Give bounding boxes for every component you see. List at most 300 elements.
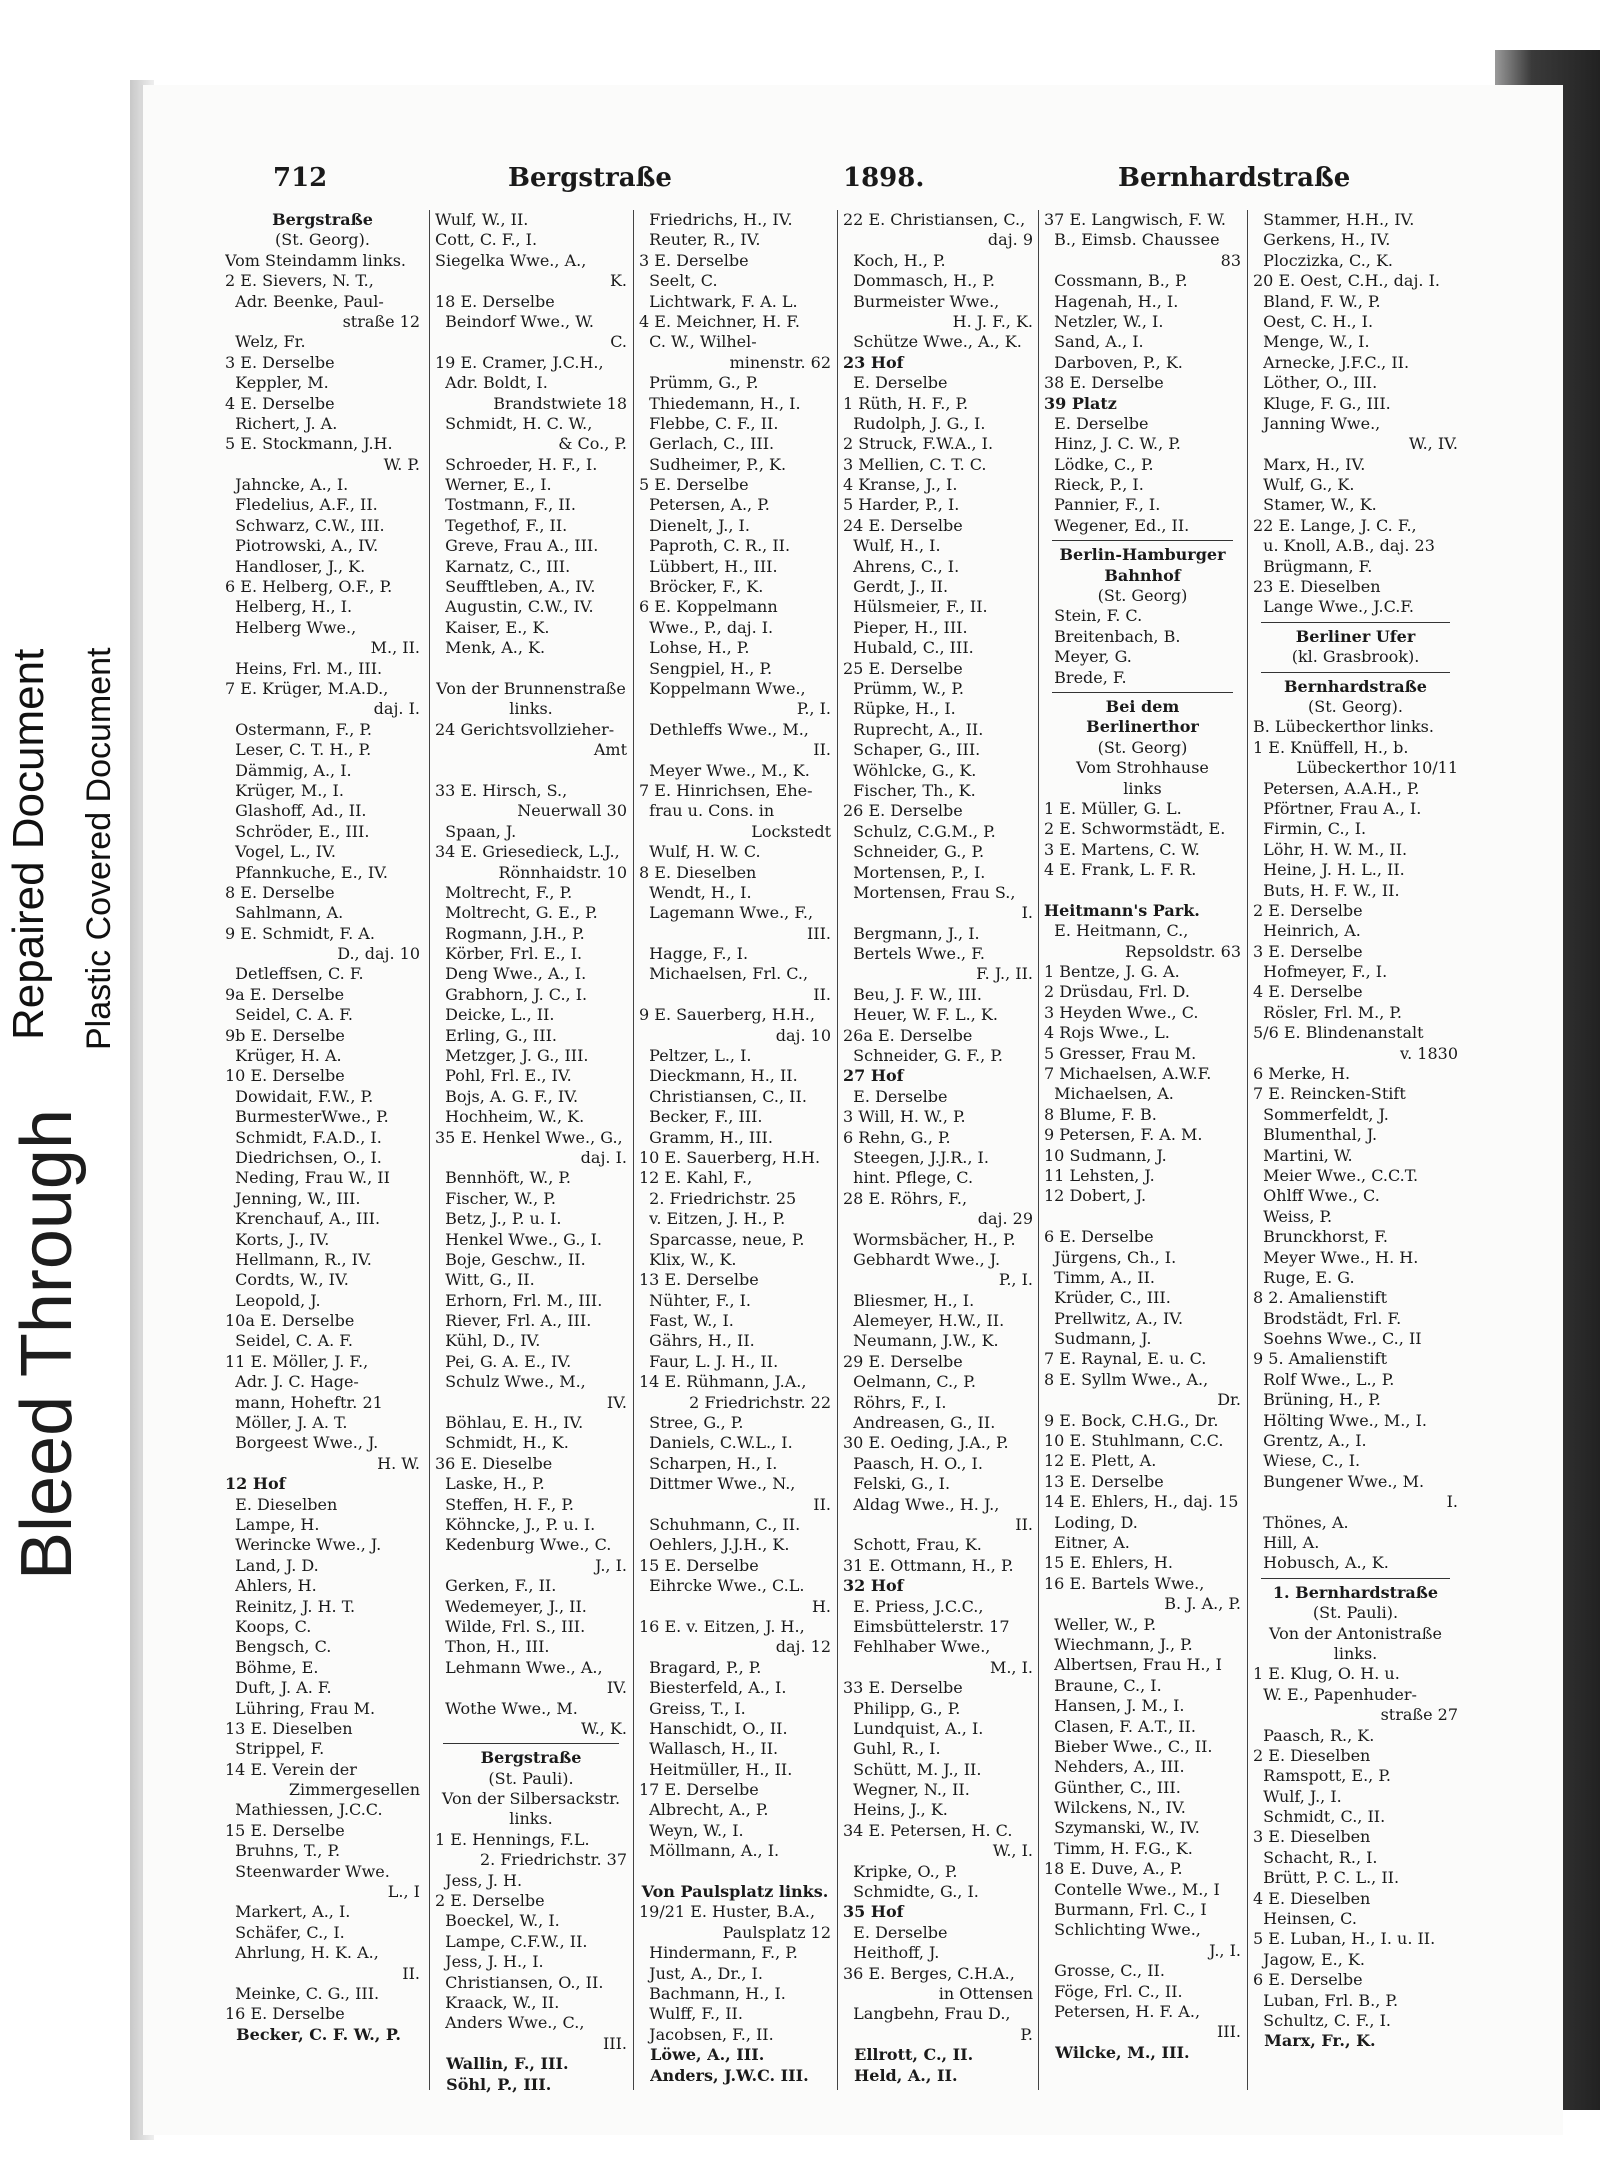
directory-entry: Koppelmann Wwe., <box>639 678 806 698</box>
directory-entry: 9 E. Schmidt, F. A. <box>225 923 375 943</box>
repaired-document-label: Repaired Document <box>4 648 53 1040</box>
directory-entry: 5 E. Derselbe <box>639 475 749 495</box>
directory-entry: E. Derselbe <box>1044 413 1149 433</box>
directory-entry: Just, A., Dr., I. <box>639 1963 763 1983</box>
directory-entry: 7 E. Hinrichsen, Ehe- <box>639 780 813 800</box>
directory-entry: Wwe., P., daj. I. <box>639 617 774 637</box>
directory-entry: Scharpen, H., I. <box>639 1453 778 1473</box>
directory-entry: Hülsmeier, F., II. <box>843 597 988 617</box>
directory-entry: Leser, C. T. H., P. <box>225 740 372 760</box>
directory-entry: Jagow, E., K. <box>1253 1949 1365 1969</box>
directory-entry: links. <box>509 699 553 719</box>
directory-entry: Cossmann, B., P. <box>1044 271 1188 291</box>
directory-entry: Oelmann, C., P. <box>843 1372 976 1392</box>
directory-entry: Rogmann, J.H., P. <box>435 923 585 943</box>
column-rule <box>1038 210 1039 2090</box>
directory-entry: H. <box>781 1596 831 1616</box>
directory-entry: Schroeder, H. F., I. <box>435 454 598 474</box>
column-5 <box>1044 210 1241 2115</box>
directory-entry: Held, A., II. <box>843 2065 958 2085</box>
directory-entry: Michaelsen, Frl. C., <box>639 964 809 984</box>
directory-entry: Krenchauf, A., III. <box>225 1209 381 1229</box>
directory-entry: Pieper, H., III. <box>843 617 968 637</box>
directory-entry: Klix, W., K. <box>639 1249 737 1269</box>
directory-entry: Fischer, Th., K. <box>843 780 976 800</box>
directory-entry: Werincke Wwe., J. <box>225 1535 382 1555</box>
directory-entry: Weiss, P. <box>1253 1206 1333 1226</box>
directory-entry: Wallasch, H., II. <box>639 1739 779 1759</box>
directory-entry: Steffen, H. F., P. <box>435 1494 574 1514</box>
directory-entry: I. <box>1416 1492 1458 1512</box>
directory-entry: Eihrcke Wwe., C.L. <box>639 1576 805 1596</box>
directory-entry: Karnatz, C., III. <box>435 556 571 576</box>
directory-entry: 15 E. Derselbe <box>639 1555 759 1575</box>
directory-entry: 8 E. Derselbe <box>225 882 335 902</box>
directory-entry: Breitenbach, B. <box>1044 626 1181 646</box>
directory-entry: Fehlhaber Wwe., <box>843 1637 991 1657</box>
directory-entry: Petersen, A.A.H., P. <box>1253 778 1420 798</box>
directory-entry: Helberg Wwe., <box>225 617 357 637</box>
directory-entry: Netzler, W., I. <box>1044 311 1164 331</box>
directory-entry: Sahlmann, A. <box>225 903 344 923</box>
directory-entry: Paasch, H. O., I. <box>843 1453 983 1473</box>
directory-entry: Paasch, R., K. <box>1253 1725 1375 1745</box>
directory-entry: Fischer, W., P. <box>435 1188 556 1208</box>
column-1 <box>225 210 420 2115</box>
directory-entry: Hill, A. <box>1253 1533 1320 1552</box>
directory-entry: Wegner, N., II. <box>843 1780 970 1800</box>
directory-entry: Biesterfeld, A., I. <box>639 1678 787 1698</box>
directory-entry: 12 E. Plett, A. <box>1044 1451 1157 1471</box>
directory-entry: P. <box>989 2024 1033 2044</box>
directory-entry: Diedrichsen, O., I. <box>225 1147 382 1167</box>
directory-entry: Neding, Frau W., II <box>225 1168 390 1188</box>
directory-entry <box>435 761 627 781</box>
section-divider <box>1052 540 1233 541</box>
directory-entry: 22 E. Christiansen, C., <box>843 210 1026 229</box>
directory-entry: straße 12 <box>312 311 420 331</box>
street-heading: Berlin-Hamburger <box>1059 545 1226 565</box>
directory-entry: Schmidt, C., II. <box>1253 1807 1386 1827</box>
directory-entry: Petersen, A., P. <box>639 495 770 515</box>
directory-entry: 2 E. Sievers, N. T., <box>225 271 374 291</box>
directory-entry: Ramspott, E., P. <box>1253 1766 1391 1786</box>
directory-entry <box>1044 1207 1241 1227</box>
directory-entry: 1 E. Müller, G. L. <box>1044 798 1182 818</box>
directory-entry: Kühl, D., IV. <box>435 1331 541 1351</box>
street-heading: Berliner Ufer <box>1295 626 1416 646</box>
directory-entry: Anders Wwe., C., <box>435 2013 585 2033</box>
directory-entry: Boje, Geschw., II. <box>435 1249 586 1269</box>
directory-entry: Janning Wwe., <box>1253 413 1381 433</box>
directory-entry: Sudheimer, P., K. <box>639 454 787 474</box>
directory-entry: BurmesterWwe., P. <box>225 1107 389 1127</box>
directory-entry: Neumann, J.W., K. <box>843 1331 999 1351</box>
directory-entry: B. Lübeckerthor links. <box>1253 717 1434 737</box>
directory-entry: Mortensen, P., I. <box>843 862 986 882</box>
directory-entry: 3 Will, H. W., P. <box>843 1107 966 1127</box>
directory-entry: W., I. <box>962 1841 1033 1861</box>
directory-entry: IV. <box>576 1392 627 1412</box>
directory-entry: Koops, C. <box>225 1616 312 1636</box>
section-divider <box>1261 1578 1450 1579</box>
directory-entry: Beu, J. F. W., III. <box>843 984 982 1004</box>
directory-entry: Timm, H. F.G., K. <box>1044 1838 1193 1858</box>
directory-entry: 16 E. Bartels Wwe., <box>1044 1573 1205 1593</box>
directory-entry: 25 E. Derselbe <box>843 658 963 678</box>
directory-entry: Kaiser, E., K. <box>435 617 550 637</box>
directory-entry: 34 E. Petersen, H. C. <box>843 1820 1013 1840</box>
street-heading: Bahnhof <box>1104 565 1181 585</box>
directory-entry: Szymanski, W., IV. <box>1044 1818 1200 1838</box>
directory-entry: 30 E. Oeding, J.A., P. <box>843 1433 1009 1453</box>
directory-entry: 16 E. v. Eitzen, J. H., <box>639 1616 805 1636</box>
directory-entry: Pohl, Frl. E., IV. <box>435 1066 572 1086</box>
directory-entry: Marx, Fr., K. <box>1253 2031 1376 2051</box>
directory-entry: Krüger, H. A. <box>225 1046 342 1066</box>
directory-entry: Wendt, H., I. <box>639 882 752 902</box>
directory-entry: 26 E. Derselbe <box>843 801 963 821</box>
directory-entry: 10 E. Stuhlmann, C.C. <box>1044 1431 1224 1451</box>
directory-entry: E. Priess, J.C.C., <box>843 1596 984 1616</box>
directory-entry: 4 E. Derselbe <box>225 393 335 413</box>
directory-entry: Ahrens, C., I. <box>843 556 960 576</box>
directory-entry: Kripke, O., P. <box>843 1861 958 1881</box>
directory-entry: III. <box>776 923 831 943</box>
column-4 <box>843 210 1033 2115</box>
directory-entry: Guhl, R., I. <box>843 1739 941 1759</box>
directory-entry: frau u. Cons. in <box>639 801 775 821</box>
directory-entry: daj. I. <box>343 699 420 719</box>
directory-entry: Moltrecht, F., P. <box>435 882 573 902</box>
directory-entry: 35 Hof <box>843 1902 904 1922</box>
directory-entry: Nühter, F., I. <box>639 1290 752 1310</box>
directory-entry: 5 E. Luban, H., I. u. II. <box>1253 1929 1436 1949</box>
directory-entry: Lübeckerthor 10/11 <box>1265 758 1458 778</box>
directory-entry: Von der Antonistraße <box>1269 1623 1442 1643</box>
directory-entry: Brunckhorst, F. <box>1253 1227 1388 1247</box>
directory-entry: minenstr. 62 <box>699 352 831 372</box>
directory-entry: Burmeister Wwe., <box>843 291 1000 311</box>
directory-entry: Gährs, H., II. <box>639 1331 755 1351</box>
directory-entry: 2 E. Derselbe <box>1253 900 1363 920</box>
directory-entry: Detleffsen, C. F. <box>225 964 364 984</box>
directory-entry: Dr. <box>1186 1390 1241 1410</box>
directory-entry: Wilde, Frl. S., III. <box>435 1616 586 1636</box>
directory-entry: Riever, Frl. A., III. <box>435 1311 592 1331</box>
directory-entry: Jess, J. H. <box>435 1870 523 1890</box>
directory-entry: M., II. <box>340 638 420 658</box>
directory-entry: P., I. <box>968 1270 1033 1290</box>
directory-entry: C. W., Wilhel- <box>639 332 757 352</box>
directory-entry: 26a E. Derselbe <box>843 1025 973 1045</box>
directory-entry: Burmann, Frl. C., I <box>1044 1900 1207 1920</box>
directory-entry: Ostermann, F., P. <box>225 719 373 739</box>
directory-entry: 2 Friedrichstr. 22 <box>658 1392 831 1412</box>
directory-entry: Brede, F. <box>1044 667 1127 687</box>
directory-entry: Lundquist, A., I. <box>843 1718 984 1738</box>
directory-entry: 9 Petersen, F. A. M. <box>1044 1125 1203 1145</box>
directory-entry: Rönnhaidstr. 10 <box>467 862 627 882</box>
directory-entry: Schneider, G., P. <box>843 842 985 862</box>
directory-entry: 36 E. Dieselbe <box>435 1453 553 1473</box>
directory-entry: 20 E. Oest, C.H., daj. I. <box>1253 271 1440 291</box>
directory-entry: Möllmann, A., I. <box>639 1841 780 1861</box>
directory-entry: Christiansen, C., II. <box>639 1086 807 1106</box>
directory-entry: Heins, Frl. M., III. <box>225 658 383 678</box>
directory-entry: Schneider, G. F., P. <box>843 1046 1003 1066</box>
annotation-sidebar <box>0 250 140 1980</box>
directory-entry: Laske, H., P. <box>435 1474 545 1494</box>
directory-entry: Rolf Wwe., L., P. <box>1253 1369 1395 1389</box>
directory-entry: 3 Mellien, C. T. C. <box>843 454 987 474</box>
directory-entry: 8 E. Dieselben <box>639 862 757 882</box>
directory-entry: Böhme, E. <box>225 1657 319 1677</box>
directory-entry: Tegethof, F., II. <box>435 515 568 535</box>
directory-entry: 6 E. Derselbe <box>1044 1227 1154 1247</box>
directory-entry: 39 Platz <box>1044 393 1117 413</box>
directory-entry: 3 E. Dieselben <box>1253 1827 1371 1847</box>
directory-entry: Thiedemann, H., I. <box>639 393 801 413</box>
directory-entry: Brüning, H., P. <box>1253 1390 1381 1410</box>
directory-entry: 22 E. Lange, J. C. F., <box>1253 515 1417 535</box>
directory-entry: 12 Dobert, J. <box>1044 1186 1147 1206</box>
directory-entry: 9a E. Derselbe <box>225 984 345 1004</box>
directory-entry: Loding, D. <box>1044 1512 1138 1532</box>
directory-entry: 10 Sudmann, J. <box>1044 1145 1167 1165</box>
directory-entry: Greiss, T., I. <box>639 1698 746 1718</box>
directory-entry: (St. Pauli). <box>1312 1603 1399 1623</box>
directory-entry: Wulf, H., I. <box>843 536 941 556</box>
directory-entry: I. <box>991 903 1033 923</box>
directory-entry: Grentz, A., I. <box>1253 1431 1367 1451</box>
directory-entry: Von der Silbersackstr. <box>441 1789 621 1809</box>
directory-entry: Borgeest Wwe., J. <box>225 1433 379 1453</box>
directory-entry: Wilckens, N., IV. <box>1044 1798 1186 1818</box>
directory-entry: Hagge, F., I. <box>639 944 749 964</box>
directory-entry: Korts, J., IV. <box>225 1229 330 1249</box>
directory-entry: 1 Rüth, H. F., P. <box>843 393 969 413</box>
directory-entry: Helberg, H., I. <box>225 597 353 617</box>
directory-entry: Prümm, G., P. <box>639 373 759 393</box>
directory-entry: Bland, F. W., P. <box>1253 291 1381 311</box>
directory-entry: Löhr, H. W. M., II. <box>1253 839 1408 859</box>
directory-entry: in Ottensen <box>908 1983 1033 2003</box>
directory-entry: Sudmann, J. <box>1044 1329 1152 1349</box>
directory-entry: Land, J. D. <box>225 1555 319 1575</box>
directory-entry: Bertels Wwe., F. <box>843 944 985 964</box>
directory-entry: 4 E. Dieselben <box>1253 1888 1371 1908</box>
directory-entry: Schmidt, H. C. W., <box>435 413 593 433</box>
directory-entry: 16 E. Derselbe <box>225 2004 345 2024</box>
directory-entry: 15 E. Derselbe <box>225 1820 345 1840</box>
directory-entry: Hagenah, H., I. <box>1044 291 1179 311</box>
directory-entry: Söhl, P., III. <box>435 2074 552 2094</box>
directory-entry: Koch, H., P. <box>843 250 946 270</box>
directory-entry: Meyer, G. <box>1044 647 1132 667</box>
directory-entry: Albrecht, A., P. <box>639 1800 769 1820</box>
directory-entry: Firmin, C., I. <box>1253 819 1367 839</box>
directory-entry: (St. Georg) <box>1097 737 1188 757</box>
directory-entry: Günther, C., III. <box>1044 1777 1181 1797</box>
directory-entry: 3 E. Derselbe <box>225 352 335 372</box>
directory-entry: Sengpiel, H., P. <box>639 658 773 678</box>
directory-entry: Lübbert, H., III. <box>639 556 778 576</box>
directory-entry: Ellrott, C., II. <box>843 2045 974 2065</box>
directory-entry: Wulff, F., II. <box>639 2004 743 2024</box>
directory-entry: 3 E. Derselbe <box>639 250 749 270</box>
directory-entry: Schacht, R., I. <box>1253 1847 1378 1867</box>
directory-entry: 2 Struck, F.W.A., I. <box>843 434 994 454</box>
directory-entry: Timm, A., II. <box>1044 1267 1156 1287</box>
directory-entry: Schmidt, H., K. <box>435 1433 569 1453</box>
directory-entry: Schäfer, C., I. <box>225 1922 345 1942</box>
directory-entry: Betz, J., P. u. I. <box>435 1209 562 1229</box>
directory-entry: Langbehn, Frau D., <box>843 2004 1011 2024</box>
column-6 <box>1253 210 1458 2115</box>
directory-entry: 8 2. Amalienstift <box>1253 1288 1387 1308</box>
directory-entry: 2 E. Derselbe <box>435 1891 545 1911</box>
directory-entry: W., IV. <box>1378 434 1458 454</box>
left-running-head: Bergstraße <box>508 163 672 193</box>
directory-entry: 3 E. Martens, C. W. <box>1044 839 1200 859</box>
directory-entry: 2 E. Schwormstädt, E. <box>1044 819 1226 839</box>
directory-entry: Glashoff, Ad., II. <box>225 801 367 821</box>
directory-entry: Stammer, H.H., IV. <box>1253 210 1415 229</box>
directory-entry: Pförtner, Frau A., I. <box>1253 798 1422 818</box>
directory-entry: Meier Wwe., C.C.T. <box>1253 1165 1419 1185</box>
directory-entry: 18 E. Derselbe <box>435 291 555 311</box>
directory-entry: 9 E. Sauerberg, H.H., <box>639 1005 815 1025</box>
directory-entry: 33 E. Derselbe <box>843 1678 963 1698</box>
directory-entry: 1 E. Klug, O. H. u. <box>1253 1664 1400 1684</box>
directory-entry: J., I. <box>1178 1940 1241 1960</box>
page-header <box>143 163 1563 213</box>
page-number: 712 <box>273 163 328 193</box>
directory-entry: Schwarz, C.W., III. <box>225 515 385 535</box>
directory-entry: Schmidt, F.A.D., I. <box>225 1127 382 1147</box>
directory-entry: 2 E. Dieselben <box>1253 1745 1371 1765</box>
directory-entry: 13 E. Dieselben <box>225 1718 353 1738</box>
directory-entry: Wulf, G., K. <box>1253 475 1355 495</box>
directory-entry: v. Eitzen, J. H., P. <box>639 1209 786 1229</box>
directory-entry: B., Eimsb. Chaussee <box>1044 230 1220 250</box>
directory-entry: 37 E. Langwisch, F. W. <box>1044 210 1226 229</box>
directory-entry: 14 E. Rühmann, J.A., <box>639 1372 807 1392</box>
directory-entry: Schlichting Wwe., <box>1044 1920 1201 1940</box>
directory-entry: Böhlau, E. H., IV. <box>435 1413 584 1433</box>
directory-entry: 5 Gresser, Frau M. <box>1044 1043 1197 1063</box>
directory-entry: E. Derselbe <box>843 1086 948 1106</box>
directory-entry: Friedrichs, H., IV. <box>639 210 793 229</box>
directory-entry: 12 E. Kahl, F., <box>639 1168 753 1188</box>
directory-entry: straße 27 <box>1350 1705 1458 1725</box>
directory-entry: (St. Georg) <box>1097 586 1188 606</box>
directory-entry: Meyer Wwe., M., K. <box>639 760 810 780</box>
directory-entry: Braune, C., I. <box>1044 1675 1162 1695</box>
directory-entry: 24 E. Derselbe <box>843 515 963 535</box>
column-rule <box>633 210 634 2090</box>
directory-entry: 5 Harder, P., I. <box>843 495 960 515</box>
directory-entry: Dienelt, J., I. <box>639 515 750 535</box>
directory-entry: daj. 29 <box>947 1209 1033 1229</box>
directory-entry: 38 E. Derselbe <box>1044 373 1164 393</box>
bleed-through-label: Bleed Through <box>7 1108 87 1580</box>
directory-entry: III. <box>572 2033 627 2053</box>
directory-entry: Heithoff, J. <box>843 1943 940 1963</box>
directory-entry: 28 E. Röhrs, F., <box>843 1188 968 1208</box>
directory-entry: 34 E. Griesedieck, L.J., <box>435 842 620 862</box>
directory-entry: Schuhmann, C., II. <box>639 1515 801 1534</box>
directory-entry: Flebbe, C. F., II. <box>639 413 779 433</box>
directory-entry: Moltrecht, G. E., P. <box>435 903 598 923</box>
directory-entry: 10 E. Sauerberg, H.H. <box>639 1147 821 1167</box>
directory-entry: 4 E. Meichner, H. F. <box>639 311 801 331</box>
directory-entry: Wulf, W., II. <box>435 210 529 229</box>
directory-entry: Strippel, F. <box>225 1739 325 1759</box>
directory-entry: Heuer, W. F. L., K. <box>843 1005 998 1025</box>
directory-entry: 13 E. Derselbe <box>639 1270 759 1290</box>
directory-entry: Jess, J. H., I. <box>435 1952 544 1972</box>
directory-entry: B. J. A., P. <box>1133 1594 1241 1614</box>
column-rule <box>429 210 430 2090</box>
directory-entry: links <box>1123 778 1162 798</box>
column-rule <box>1247 210 1248 2090</box>
directory-entry: H. W. <box>346 1453 420 1473</box>
directory-entry: Handloser, J., K. <box>225 556 366 576</box>
directory-entry: Prümm, W., P. <box>843 678 964 698</box>
directory-entry: Hölting Wwe., M., I. <box>1253 1410 1427 1430</box>
directory-entry: Pfannkuche, E., IV. <box>225 862 389 882</box>
directory-entry: 4 E. Derselbe <box>1253 982 1363 1002</box>
directory-entry: 9 5. Amalienstift <box>1253 1349 1387 1369</box>
directory-entry: v. 1830 <box>1369 1043 1458 1063</box>
directory-entry: Wiese, C., I. <box>1253 1451 1361 1471</box>
directory-entry: 4 E. Frank, L. F. R. <box>1044 860 1197 880</box>
directory-entry: 17 E. Derselbe <box>639 1780 759 1800</box>
directory-entry: Hindermann, F., P. <box>639 1943 798 1963</box>
directory-entry: Metzger, J. G., III. <box>435 1046 589 1066</box>
directory-entry: Bliesmer, H., I. <box>843 1290 975 1310</box>
directory-entry: Becker, F., III. <box>639 1107 763 1127</box>
directory-entry: Brütt, P. C. L., II. <box>1253 1868 1400 1888</box>
directory-entry: Bungener Wwe., M. <box>1253 1471 1425 1491</box>
directory-entry: 83 <box>1190 250 1241 270</box>
directory-entry: 14 E. Ehlers, H., daj. 15 <box>1044 1492 1239 1512</box>
directory-entry: Eimsbüttelerstr. 17 <box>843 1616 1010 1636</box>
directory-entry: Löwe, A., III. <box>639 2045 765 2065</box>
directory-entry: Darboven, P., K. <box>1044 352 1183 372</box>
directory-entry: Philipp, G., P. <box>843 1698 961 1718</box>
directory-entry: Oehlers, J.J.H., K. <box>639 1535 790 1555</box>
directory-entry: 12 Hof <box>225 1474 286 1494</box>
directory-entry: Cordts, W., IV. <box>225 1270 349 1290</box>
directory-entry: 27 Hof <box>843 1066 904 1086</box>
directory-entry: Buts, H. F. W., II. <box>1253 880 1400 900</box>
directory-entry: daj. I. <box>550 1147 627 1167</box>
directory-entry: Albertsen, Frau H., I <box>1044 1655 1222 1675</box>
directory-entry: Adr. Boldt, I. <box>435 373 548 393</box>
directory-entry: Steegen, J.J.R., I. <box>843 1147 989 1167</box>
directory-entry: F. J., II. <box>945 964 1033 984</box>
directory-entry: Heitmüller, H., II. <box>639 1759 793 1779</box>
directory-entry: Brügmann, F. <box>1253 556 1373 576</box>
directory-entry: 19 E. Cramer, J.C.H., <box>435 352 604 372</box>
directory-entry: Gebhardt Wwe., J. <box>843 1249 1001 1269</box>
directory-entry: Bennhöft, W., P. <box>435 1168 571 1188</box>
directory-entry: D., daj. 10 <box>306 944 420 964</box>
section-divider <box>1261 622 1450 623</box>
